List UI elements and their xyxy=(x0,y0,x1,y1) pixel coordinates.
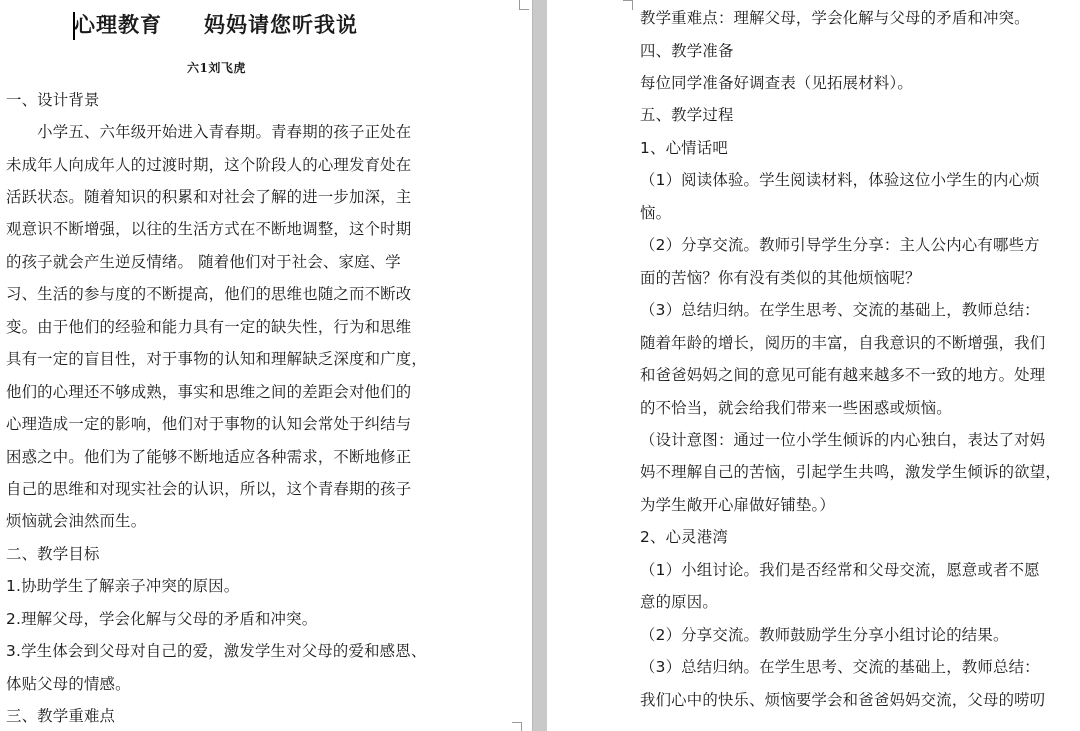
paragraph-line: 小学五、六年级开始进入青春期。青春期的孩子正处在 xyxy=(6,123,412,141)
paragraph-line: （2）分享交流。教师引导学生分享：主人公内心有哪些方 xyxy=(640,236,1040,254)
document-page-right xyxy=(547,0,1080,731)
list-item: 2.理解父母，学会化解与父母的矛盾和冲突。 xyxy=(6,610,318,628)
paragraph-line: 观意识不断增强，以往的生活方式在不断地调整，这个时期 xyxy=(6,220,412,238)
paragraph-line: 为学生敞开心扉做好铺垫。） xyxy=(640,496,835,514)
list-item: 3.学生体会到父母对自己的爱，激发学生对父母的爱和感恩、 xyxy=(6,642,427,660)
paragraph-line: 和爸爸妈妈之间的意见可能有越来越多不一致的地方。处理 xyxy=(640,366,1046,384)
paragraph-line: 意的原因。 xyxy=(640,593,718,611)
section-heading: 五、教学过程 xyxy=(640,106,734,124)
paragraph-line: 的不恰当，就会给我们带来一些困惑或烦恼。 xyxy=(640,399,952,417)
paragraph-line: （2）分享交流。教师鼓励学生分享小组讨论的结果。 xyxy=(640,626,1009,644)
paragraph-line: 烦恼就会油然而生。 xyxy=(6,512,147,530)
author-line: 六1刘飞虎 xyxy=(187,61,246,75)
subsection-heading: 2、心灵港湾 xyxy=(640,528,728,546)
title-part-2: 妈妈请您听我说 xyxy=(204,12,358,37)
paragraph-line: 我们心中的快乐、烦恼要学会和爸爸妈妈交流，父母的唠叨 xyxy=(640,691,1046,709)
paragraph-line: （3）总结归纳。在学生思考、交流的基础上，教师总结： xyxy=(640,658,1040,676)
paragraph-line: 每位同学准备好调查表（见拓展材料）。 xyxy=(640,74,913,92)
section-heading: 二、教学目标 xyxy=(6,545,100,563)
list-item: 1.协助学生了解亲子冲突的原因。 xyxy=(6,577,240,595)
paragraph-line: 教学重难点：理解父母，学会化解与父母的矛盾和冲突。 xyxy=(640,9,1030,27)
paragraph-line: （设计意图：通过一位小学生倾诉的内心独白，表达了对妈 xyxy=(640,431,1046,449)
paragraph-line: （1）阅读体验。学生阅读材料，体验这位小学生的内心烦 xyxy=(640,171,1040,189)
paragraph-line: 妈不理解自己的苦恼，引起学生共鸣，激发学生倾诉的欲望， xyxy=(640,463,1061,481)
paragraph-line: （1）小组讨论。我们是否经常和父母交流，愿意或者不愿 xyxy=(640,561,1040,579)
paragraph-line: 自己的思维和对现实社会的认识，所以，这个青春期的孩子 xyxy=(6,480,412,498)
paragraph-line: 变。由于他们的经验和能力具有一定的缺失性，行为和思维 xyxy=(6,318,412,336)
margin-corner-mark xyxy=(519,0,529,10)
title-part-1: 心理教育 xyxy=(74,12,162,37)
paragraph-line: 未成年人向成年人的过渡时期，这个阶段人的心理发育处在 xyxy=(6,156,412,174)
paragraph-line: 随着年龄的增长，阅历的丰富，自我意识的不断增强，我们 xyxy=(640,334,1046,352)
margin-corner-mark xyxy=(512,722,522,731)
paragraph-line: 活跃状态。随着知识的积累和对社会了解的进一步加深，主 xyxy=(6,188,412,206)
paragraph-line: 心理造成一定的影响，他们对于事物的认知会常处于纠结与 xyxy=(6,415,412,433)
document-title[interactable] xyxy=(74,11,358,39)
paragraph-line: 面的苦恼？你有没有类似的其他烦恼呢？ xyxy=(640,269,921,287)
subsection-heading: 1、心情话吧 xyxy=(640,139,728,157)
paragraph-line: （3）总结归纳。在学生思考、交流的基础上，教师总结： xyxy=(640,301,1040,319)
paragraph-line: 困惑之中。他们为了能够不断地适应各种需求，不断地修正 xyxy=(6,448,412,466)
document-page-left xyxy=(0,0,532,731)
paragraph-line: 具有一定的盲目性，对于事物的认知和理解缺乏深度和广度， xyxy=(6,350,427,368)
paragraph-line: 习、生活的参与度的不断提高，他们的思维也随之而不断改 xyxy=(6,285,412,303)
list-item: 体贴父母的情感。 xyxy=(6,675,131,693)
section-heading: 三、教学重难点 xyxy=(6,707,116,725)
paragraph-line: 他们的心理还不够成熟，事实和思维之间的差距会对他们的 xyxy=(6,383,412,401)
paragraph-line: 的孩子就会产生逆反情绪。 随着他们对于社会、家庭、学 xyxy=(6,253,401,271)
paragraph-line: 恼。 xyxy=(640,204,672,222)
section-heading: 一、设计背景 xyxy=(6,91,100,109)
section-heading: 四、教学准备 xyxy=(640,42,734,60)
margin-corner-mark xyxy=(623,0,633,10)
